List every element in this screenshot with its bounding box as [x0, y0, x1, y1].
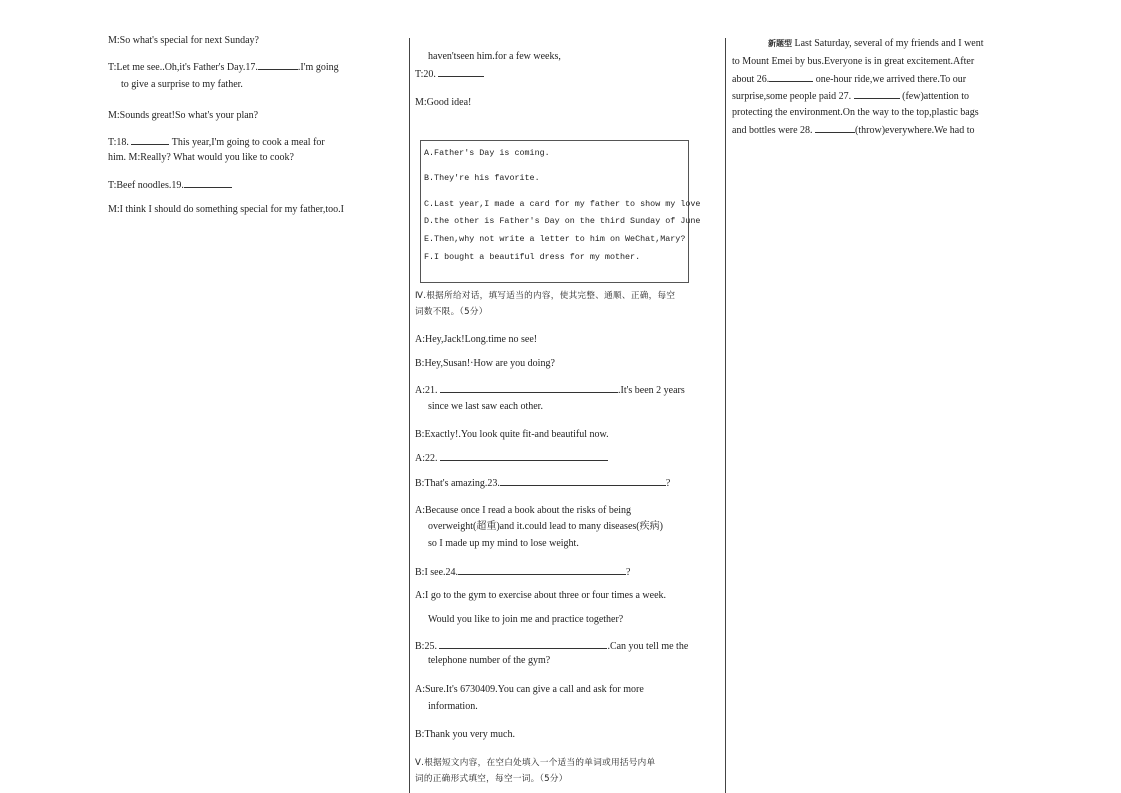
passage-line: about 26. one-hour ride,we arrived there.To our [732, 71, 1026, 88]
passage-line: to Mount Emei by bus.Everyone is in great excitement.After [732, 56, 975, 67]
dialogue-line: Would you like to join me and practice together? [428, 614, 624, 625]
option-c: C.Last year,I made a card for my father to show my love [424, 199, 701, 209]
section-4-heading-cont: 词数不限。（5分） [415, 307, 488, 317]
answer-blank[interactable] [854, 88, 900, 99]
answer-blank[interactable] [184, 177, 232, 188]
dialogue-line: to give a surprise to my father. [121, 79, 243, 90]
dialogue-line: M:I think I should do something special for my father,too.I [108, 204, 344, 215]
dialogue-line: A:Because once I read a book about the risks of being [415, 505, 632, 516]
dialogue-line: T:18. This year,I'm going to cook a meal for [108, 134, 404, 151]
dialogue-line: A:Hey,Jack!Long.time no see! [415, 334, 538, 345]
dialogue-line: B:That's amazing.23. ? [415, 475, 707, 492]
section-5-heading: Ⅴ.根据短文内容，在空白处填入一个适当的单词或用括号内单 [415, 758, 656, 768]
dialogue-line: haven'tseen him.for a few weeks, [428, 51, 561, 62]
dialogue-line: B:25. .Can you tell me the [415, 638, 707, 655]
options-box [420, 140, 701, 283]
dialogue-line: A:22. [415, 450, 707, 467]
dialogue-line: T:20. [415, 66, 707, 83]
dialogue-line: so I made up my mind to lose weight. [428, 538, 579, 549]
dialogue-line: overweight(超重)and it.could lead to many diseases(疾病) [428, 521, 663, 532]
answer-blank[interactable] [815, 122, 855, 133]
passage-line: and bottles were 28. (throw)everywhere.We had to [732, 122, 1026, 139]
option-a: A.Father's Day is coming. [424, 148, 550, 158]
passage-line: protecting the environment.On the way to the top,plastic bags [732, 107, 979, 118]
column-divider-left [409, 38, 410, 793]
answer-blank[interactable] [439, 638, 607, 649]
dialogue-line: T:Let me see..Oh,it's Father's Day.17. .I'm going [108, 59, 404, 76]
option-f: F.I bought a beautiful dress for my mother. [424, 252, 641, 262]
answer-blank[interactable] [769, 71, 813, 82]
dialogue-line: him. M:Really? What would you like to cook? [108, 152, 294, 163]
option-e: E.Then,why not write a letter to him on WeChat,Mary? [424, 234, 686, 244]
dialogue-line: A:21. .It's been 2 years [415, 382, 707, 399]
dialogue-line: telephone number of the gym? [428, 655, 551, 666]
answer-blank[interactable] [500, 475, 666, 486]
answer-blank[interactable] [131, 134, 169, 145]
option-d: D.the other is Father's Day on the third Sunday of June [424, 216, 701, 226]
dialogue-line: A:I go to the gym to exercise about three or four times a week. [415, 590, 667, 601]
answer-blank[interactable] [258, 59, 298, 70]
dialogue-line: B:I see.24. ? [415, 564, 707, 581]
answer-blank[interactable] [438, 66, 484, 77]
dialogue-line: A:Sure.It's 6730409.You can give a call and ask for more [415, 684, 644, 695]
dialogue-line: T:Beef noodles.19. [108, 177, 404, 194]
column-divider-right [725, 38, 726, 793]
passage-line: 新题型 Last Saturday, several of my friends and I went [768, 38, 984, 49]
option-b: B.They're his favorite. [424, 173, 540, 183]
question-type-tag: 新题型 [768, 39, 792, 48]
answer-blank[interactable] [440, 450, 608, 461]
dialogue-line: B:Thank you very much. [415, 729, 515, 740]
answer-blank[interactable] [458, 564, 626, 575]
dialogue-line: B:Exactly!.You look quite fit-and beautiful now. [415, 429, 609, 440]
dialogue-line: B:Hey,Susan!·How are you doing? [415, 358, 555, 369]
dialogue-line: since we last saw each other. [428, 401, 543, 412]
dialogue-line: M:Sounds great!So what's your plan? [108, 110, 259, 121]
section-5-heading-cont: 词的正确形式填空，每空一词。（5分） [415, 774, 568, 784]
dialogue-line: information. [428, 701, 478, 712]
passage-line: surprise,some people paid 27. (few)attention to [732, 88, 1026, 105]
answer-blank[interactable] [440, 382, 618, 393]
dialogue-line: M:So what's special for next Sunday? [108, 35, 259, 46]
dialogue-line: M:Good idea! [415, 97, 472, 108]
section-4-heading: Ⅳ.根据所给对话，填写适当的内容，使其完整、通顺、正确，每空 [415, 291, 676, 301]
